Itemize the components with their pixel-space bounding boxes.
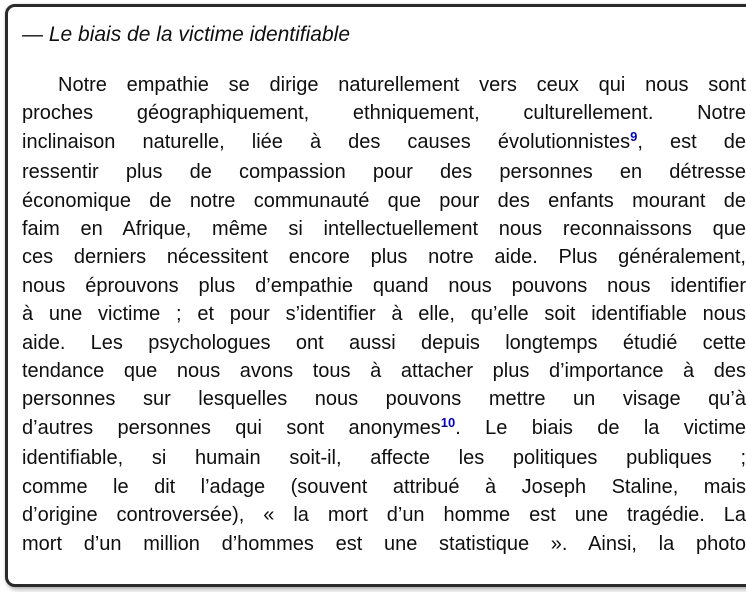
text-run: faim en Afrique, même si intellectuellement nous reconnaissons que	[22, 218, 746, 241]
text-line	[22, 501, 746, 529]
text-line	[22, 158, 746, 186]
text-run: ressentir plus de compassion pour des personnes en détresse	[22, 161, 746, 184]
text-line	[22, 329, 746, 357]
text-run: comme le dit l’adage (souvent attribué à Joseph Staline, mais	[22, 475, 746, 498]
page-frame	[5, 4, 746, 587]
text-line	[22, 243, 746, 271]
text-run: économique de notre communauté que pour des enfants mourant de	[22, 189, 746, 212]
text-line	[22, 530, 746, 558]
text-line	[22, 71, 746, 99]
text-run: d’origine controversée), « la mort d’un homme est une tragédie. La	[22, 504, 746, 527]
body-paragraph	[22, 71, 746, 558]
text-line	[22, 300, 746, 328]
text-run: proches géographiquement, ethniquement, culturellement. Notre	[22, 102, 746, 125]
text-run: ces derniers nécessitent encore plus notre aide. Plus généralement,	[22, 246, 746, 269]
text-run: inclinaison naturelle, liée à des causes évolutionnistes	[22, 130, 631, 153]
text-line	[22, 385, 746, 413]
text-line	[22, 187, 746, 215]
section-heading: — Le biais de la victime identifiable	[22, 23, 351, 46]
text-run: à une victime ; et pour s’identifier à elle, qu’elle soit identifiable nous	[22, 303, 746, 326]
text-run: nous éprouvons plus d’empathie quand nous pouvons nous identifier	[22, 274, 746, 297]
text-run: d’autres personnes qui sont anonymes	[22, 416, 441, 439]
footnote-ref-10[interactable]: 10	[440, 414, 456, 430]
text-run: tendance que nous avons tous à attacher plus d’importance à des	[22, 360, 746, 383]
text-line	[22, 414, 746, 444]
text-run: . Le biais de la victime	[455, 416, 746, 439]
text-run: identifiable, si humain soit-il, affecte les politiques publiques ;	[22, 447, 746, 470]
text-run: , est de	[637, 130, 746, 153]
text-run: aide. Les psychologues ont aussi depuis longtemps étudié cette	[22, 331, 746, 354]
text-line	[22, 215, 746, 243]
footnote-ref-9[interactable]: 9	[630, 128, 638, 144]
text-line	[22, 357, 746, 385]
text-run: mort d’un million d’hommes est une statistique ». Ainsi, la photo	[22, 532, 746, 555]
text-run: Notre empathie se dirige naturellement vers ceux qui nous sont	[58, 74, 746, 96]
text-line	[22, 444, 746, 472]
text-line	[22, 128, 746, 158]
text-run: personnes sur lesquelles nous pouvons mettre un visage qu’à	[22, 388, 746, 411]
text-line	[22, 99, 746, 127]
text-line	[22, 272, 746, 300]
text-line	[22, 473, 746, 501]
